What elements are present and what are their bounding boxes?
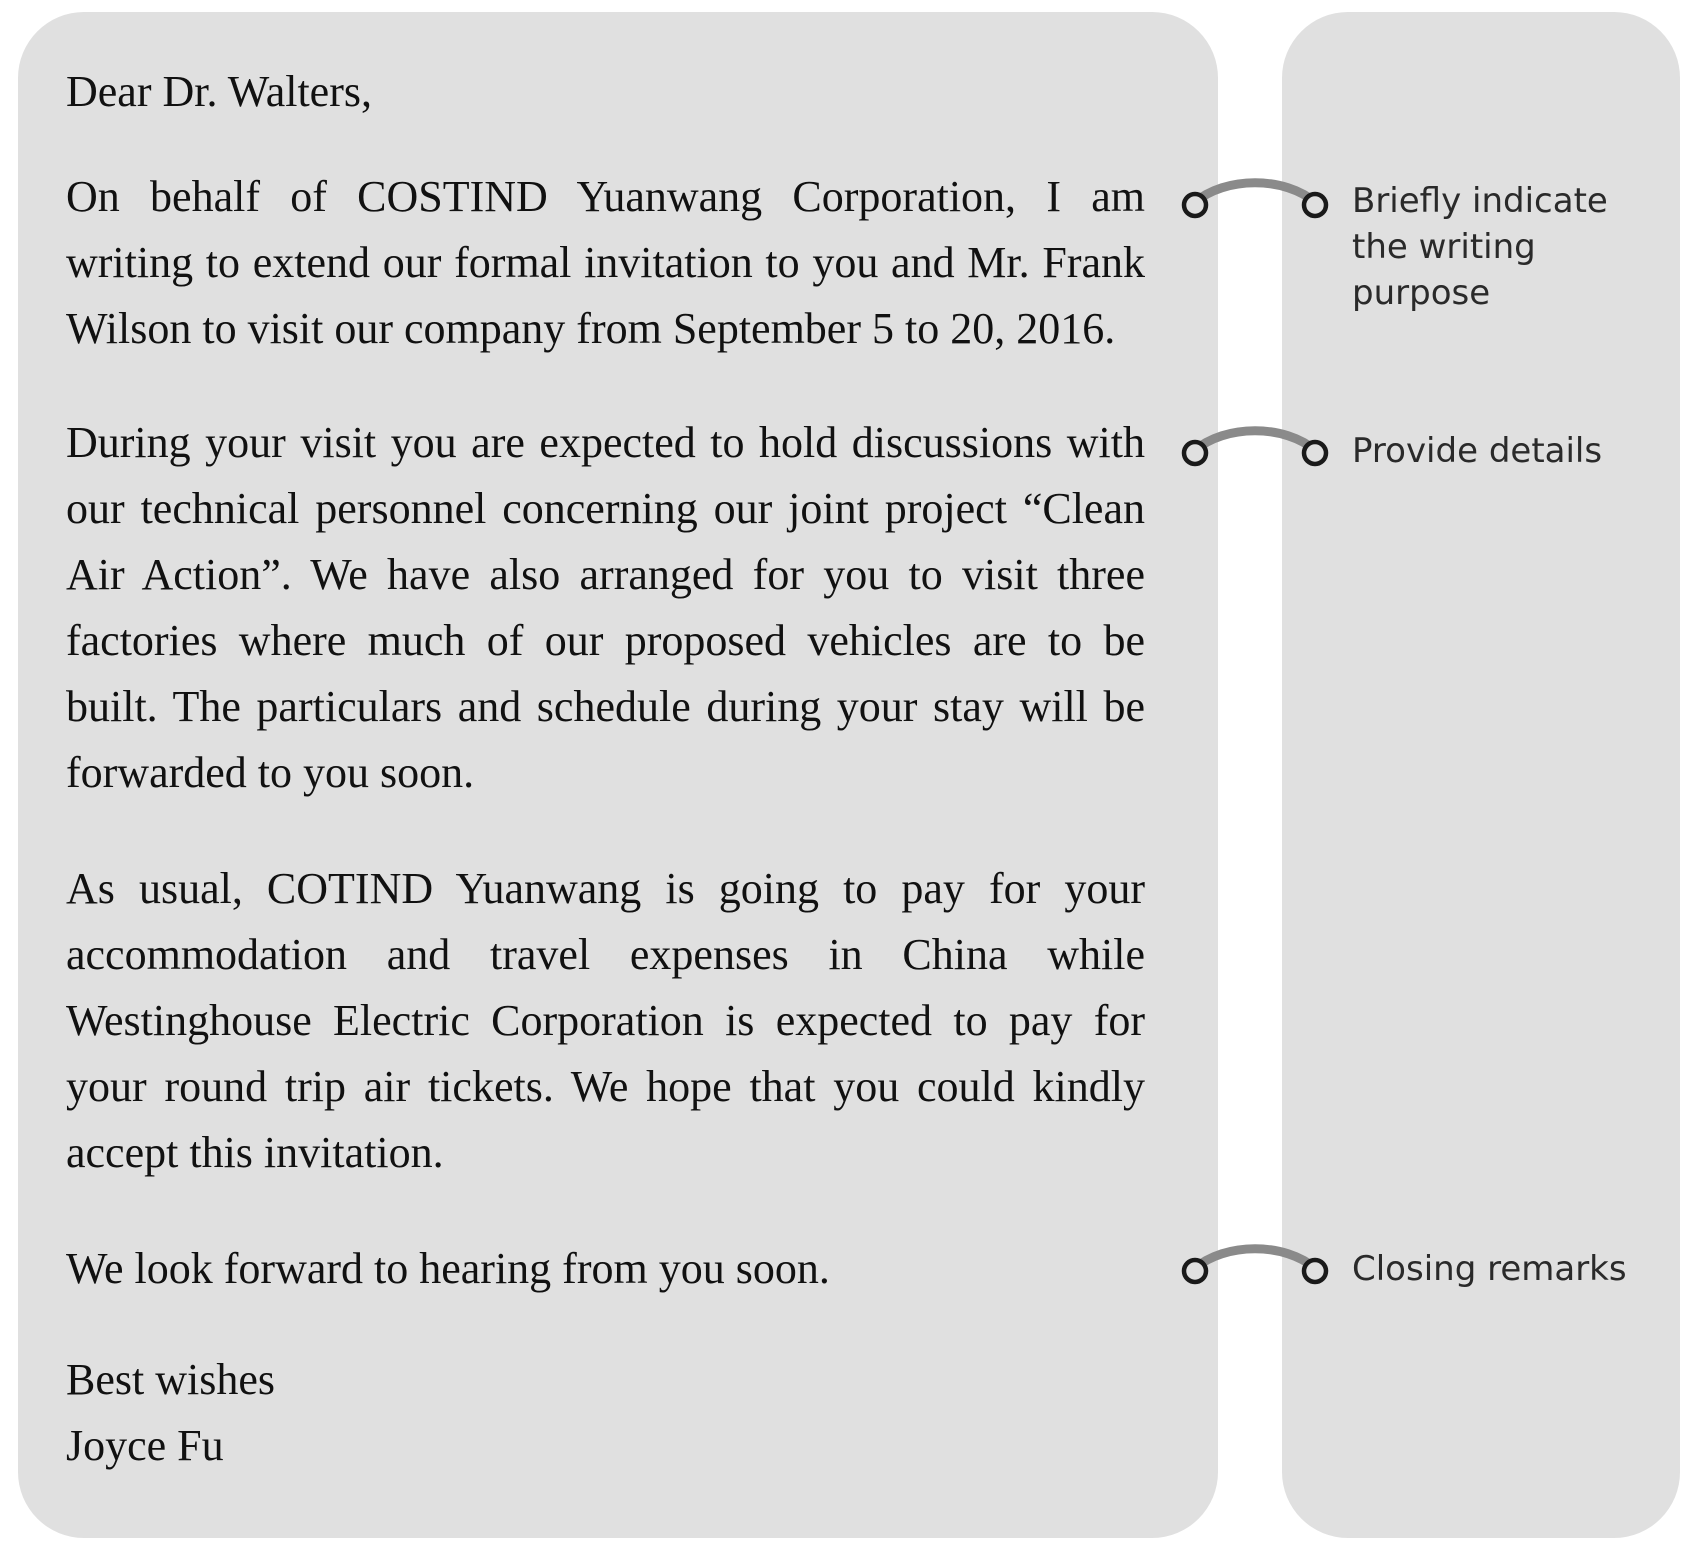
annotation-closing-remarks: Closing remarks [1352, 1249, 1627, 1289]
letter-salutation: Dear Dr. Walters, [66, 67, 372, 116]
letter-paragraph-closing: We look forward to hearing from you soon. [66, 1244, 830, 1293]
letter-signature: Joyce Fu [66, 1421, 224, 1470]
letter-paragraph-details: During your visit you are expected to hold discussions with our technical personnel concerning our joint project “Clean Air Action”. We have also arranged for you to visit three factories where much of our proposed vehicles are to be built. The particulars and schedule during your stay will be forwarded to you soon. [66, 418, 1145, 797]
connector-ring-icon [1175, 418, 1335, 488]
letter-paragraph-purpose: On behalf of COSTIND Yuanwang Corporation, I am writing to extend our formal invitation to you and Mr. Frank Wilson to visit our company from September 5 to 20, 2016. [66, 172, 1145, 353]
letter-paragraph-expenses: As usual, COTIND Yuanwang is going to pay for your accommodation and travel expenses in China while Westinghouse Electric Corporation is expected to pay for your round trip air tickets. We hope that you could kindly accept this invitation. [66, 864, 1145, 1177]
annotation-provide-details: Provide details [1352, 431, 1603, 471]
letter-closing: Best wishes [66, 1355, 275, 1404]
annotation-writing-purpose: Briefly indicate the writing purpose [1352, 181, 1608, 313]
connector-ring-icon [1175, 1236, 1335, 1306]
connector-ring-icon [1175, 170, 1335, 240]
